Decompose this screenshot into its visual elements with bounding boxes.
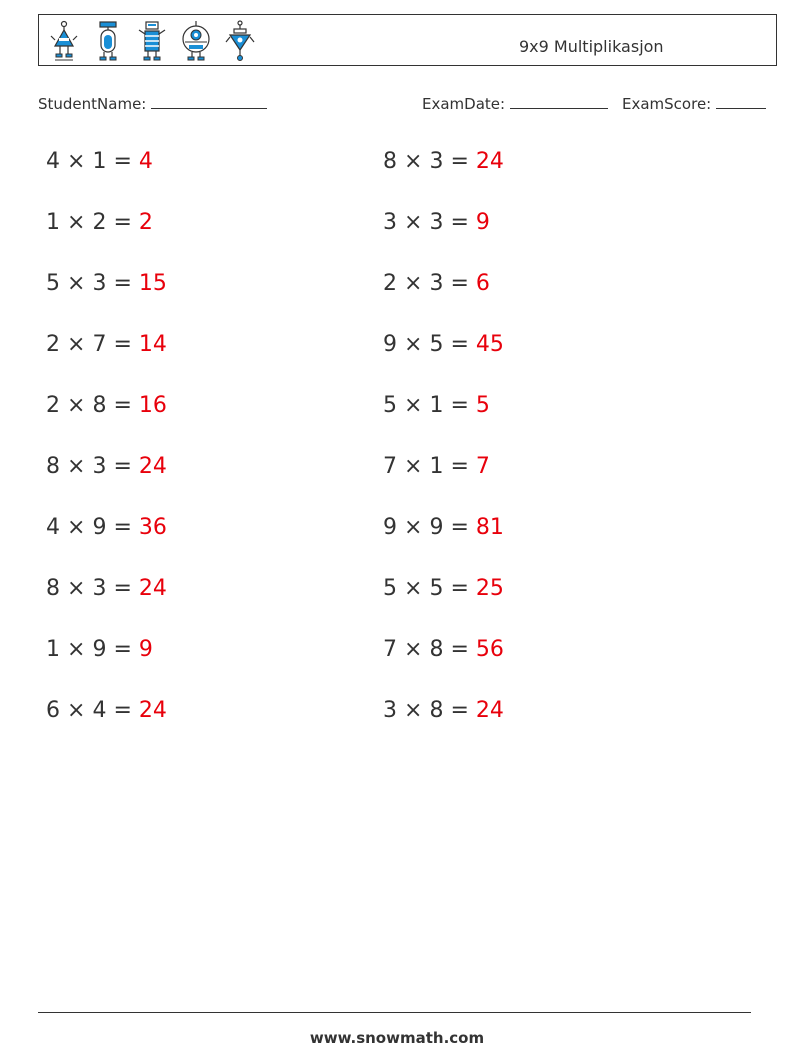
problem-item: 2 × 8 = 16 (46, 393, 167, 418)
worksheet-title: 9x9 Multiplikasjon (519, 37, 664, 56)
problem-item: 1 × 2 = 2 (46, 210, 153, 235)
problem-item: 1 × 9 = 9 (46, 637, 153, 662)
robot-icon-5 (225, 20, 255, 62)
problem-item: 7 × 8 = 56 (383, 637, 504, 662)
answer-value: 24 (138, 576, 167, 601)
answer-value: 15 (138, 271, 167, 296)
exam-date-blank[interactable] (510, 94, 608, 109)
robot-icon-3 (137, 20, 167, 62)
answer-value: 5 (475, 393, 490, 418)
answer-value: 7 (475, 454, 490, 479)
footer-divider (38, 1012, 751, 1013)
answer-value: 24 (138, 454, 167, 479)
problem-item: 9 × 5 = 45 (383, 332, 504, 357)
problem-item: 5 × 1 = 5 (383, 393, 490, 418)
problem-item: 6 × 4 = 24 (46, 698, 167, 723)
answer-value: 9 (475, 210, 490, 235)
problem-item: 2 × 3 = 6 (383, 271, 490, 296)
problem-item: 2 × 7 = 14 (46, 332, 167, 357)
answer-value: 56 (475, 637, 504, 662)
answer-value: 14 (138, 332, 167, 357)
answer-value: 9 (138, 637, 153, 662)
problem-item: 5 × 5 = 25 (383, 576, 504, 601)
student-name-label: StudentName: (38, 95, 147, 113)
problem-item: 8 × 3 = 24 (46, 576, 167, 601)
problem-item: 4 × 1 = 4 (46, 149, 153, 174)
exam-score-label: ExamScore: (622, 95, 712, 113)
worksheet-header (38, 14, 777, 66)
problem-item: 3 × 3 = 9 (383, 210, 490, 235)
problem-item: 8 × 3 = 24 (46, 454, 167, 479)
answer-value: 24 (475, 149, 504, 174)
robot-icon-4 (181, 20, 211, 62)
footer-website[interactable]: www.snowmath.com (309, 1029, 485, 1047)
problem-item: 5 × 3 = 15 (46, 271, 167, 296)
answer-value: 4 (138, 149, 153, 174)
robot-icon-2 (93, 20, 123, 62)
answer-value: 16 (138, 393, 167, 418)
exam-date-field[interactable] (422, 94, 608, 113)
problem-item: 7 × 1 = 7 (383, 454, 490, 479)
answer-value: 45 (475, 332, 504, 357)
robot-icons (49, 20, 255, 62)
exam-score-field[interactable] (622, 94, 766, 113)
answer-value: 2 (138, 210, 153, 235)
answer-value: 81 (475, 515, 504, 540)
robot-icon-1 (49, 20, 79, 62)
answer-value: 24 (138, 698, 167, 723)
student-name-blank[interactable] (151, 94, 267, 109)
problem-item: 4 × 9 = 36 (46, 515, 167, 540)
student-name-field[interactable] (38, 94, 267, 113)
answer-value: 6 (475, 271, 490, 296)
problem-item: 8 × 3 = 24 (383, 149, 504, 174)
problem-item: 3 × 8 = 24 (383, 698, 504, 723)
answer-value: 24 (475, 698, 504, 723)
problem-item: 9 × 9 = 81 (383, 515, 504, 540)
exam-score-blank[interactable] (716, 94, 766, 109)
exam-date-label: ExamDate: (422, 95, 506, 113)
answer-value: 36 (138, 515, 167, 540)
answer-value: 25 (475, 576, 504, 601)
